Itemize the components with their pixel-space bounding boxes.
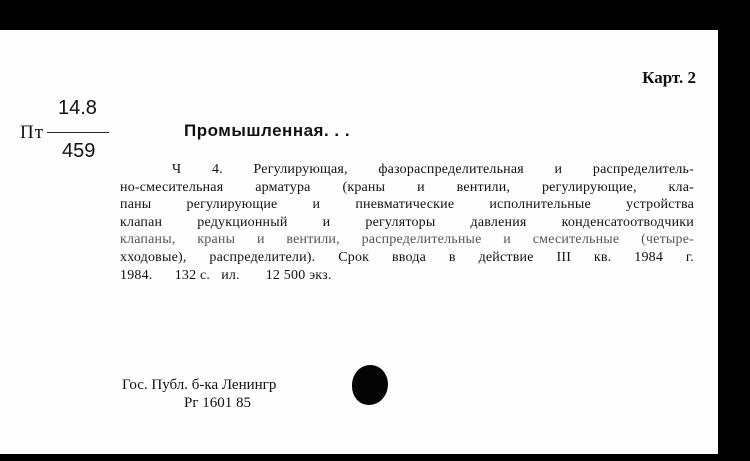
classification-index-top: 14.8 <box>58 97 97 119</box>
card-abstract <box>120 161 694 284</box>
imprint-line: Рг 1601 85 <box>184 395 251 411</box>
catalog-card <box>0 30 718 454</box>
classification-divider <box>47 132 109 133</box>
classification-index-bottom: 459 <box>62 140 96 162</box>
classification-index-prefix: Пт <box>20 122 45 143</box>
library-imprint <box>122 376 276 412</box>
abstract-line: клапаны, краны и вентили, распределительные и смесительные (четыре- <box>120 232 694 248</box>
imprint-line: Гос. Публ. б-ка Ленингр <box>122 377 277 393</box>
abstract-line: клапан редукционный и регуляторы давления конденсатоотводчики <box>120 214 694 230</box>
abstract-line: Ч 4. Регулирующая, фазораспределительная и распределитель- <box>172 162 694 177</box>
abstract-line: хходовые), распределители). Срок ввода в действие III кв. 1984 г. <box>120 249 694 265</box>
abstract-line: паны регулирующие и пневматические исполнительные устройства <box>120 197 694 213</box>
card-number: Карт. 2 <box>642 68 696 87</box>
abstract-line: но-смесительная арматура (краны и вентили, регулирующие, кла- <box>120 179 694 195</box>
abstract-line: 1984. 132 с. ил. 12 500 экз. <box>120 267 332 283</box>
ink-stamp-blot <box>352 365 388 405</box>
card-title: Промышленная. . . <box>184 121 351 140</box>
